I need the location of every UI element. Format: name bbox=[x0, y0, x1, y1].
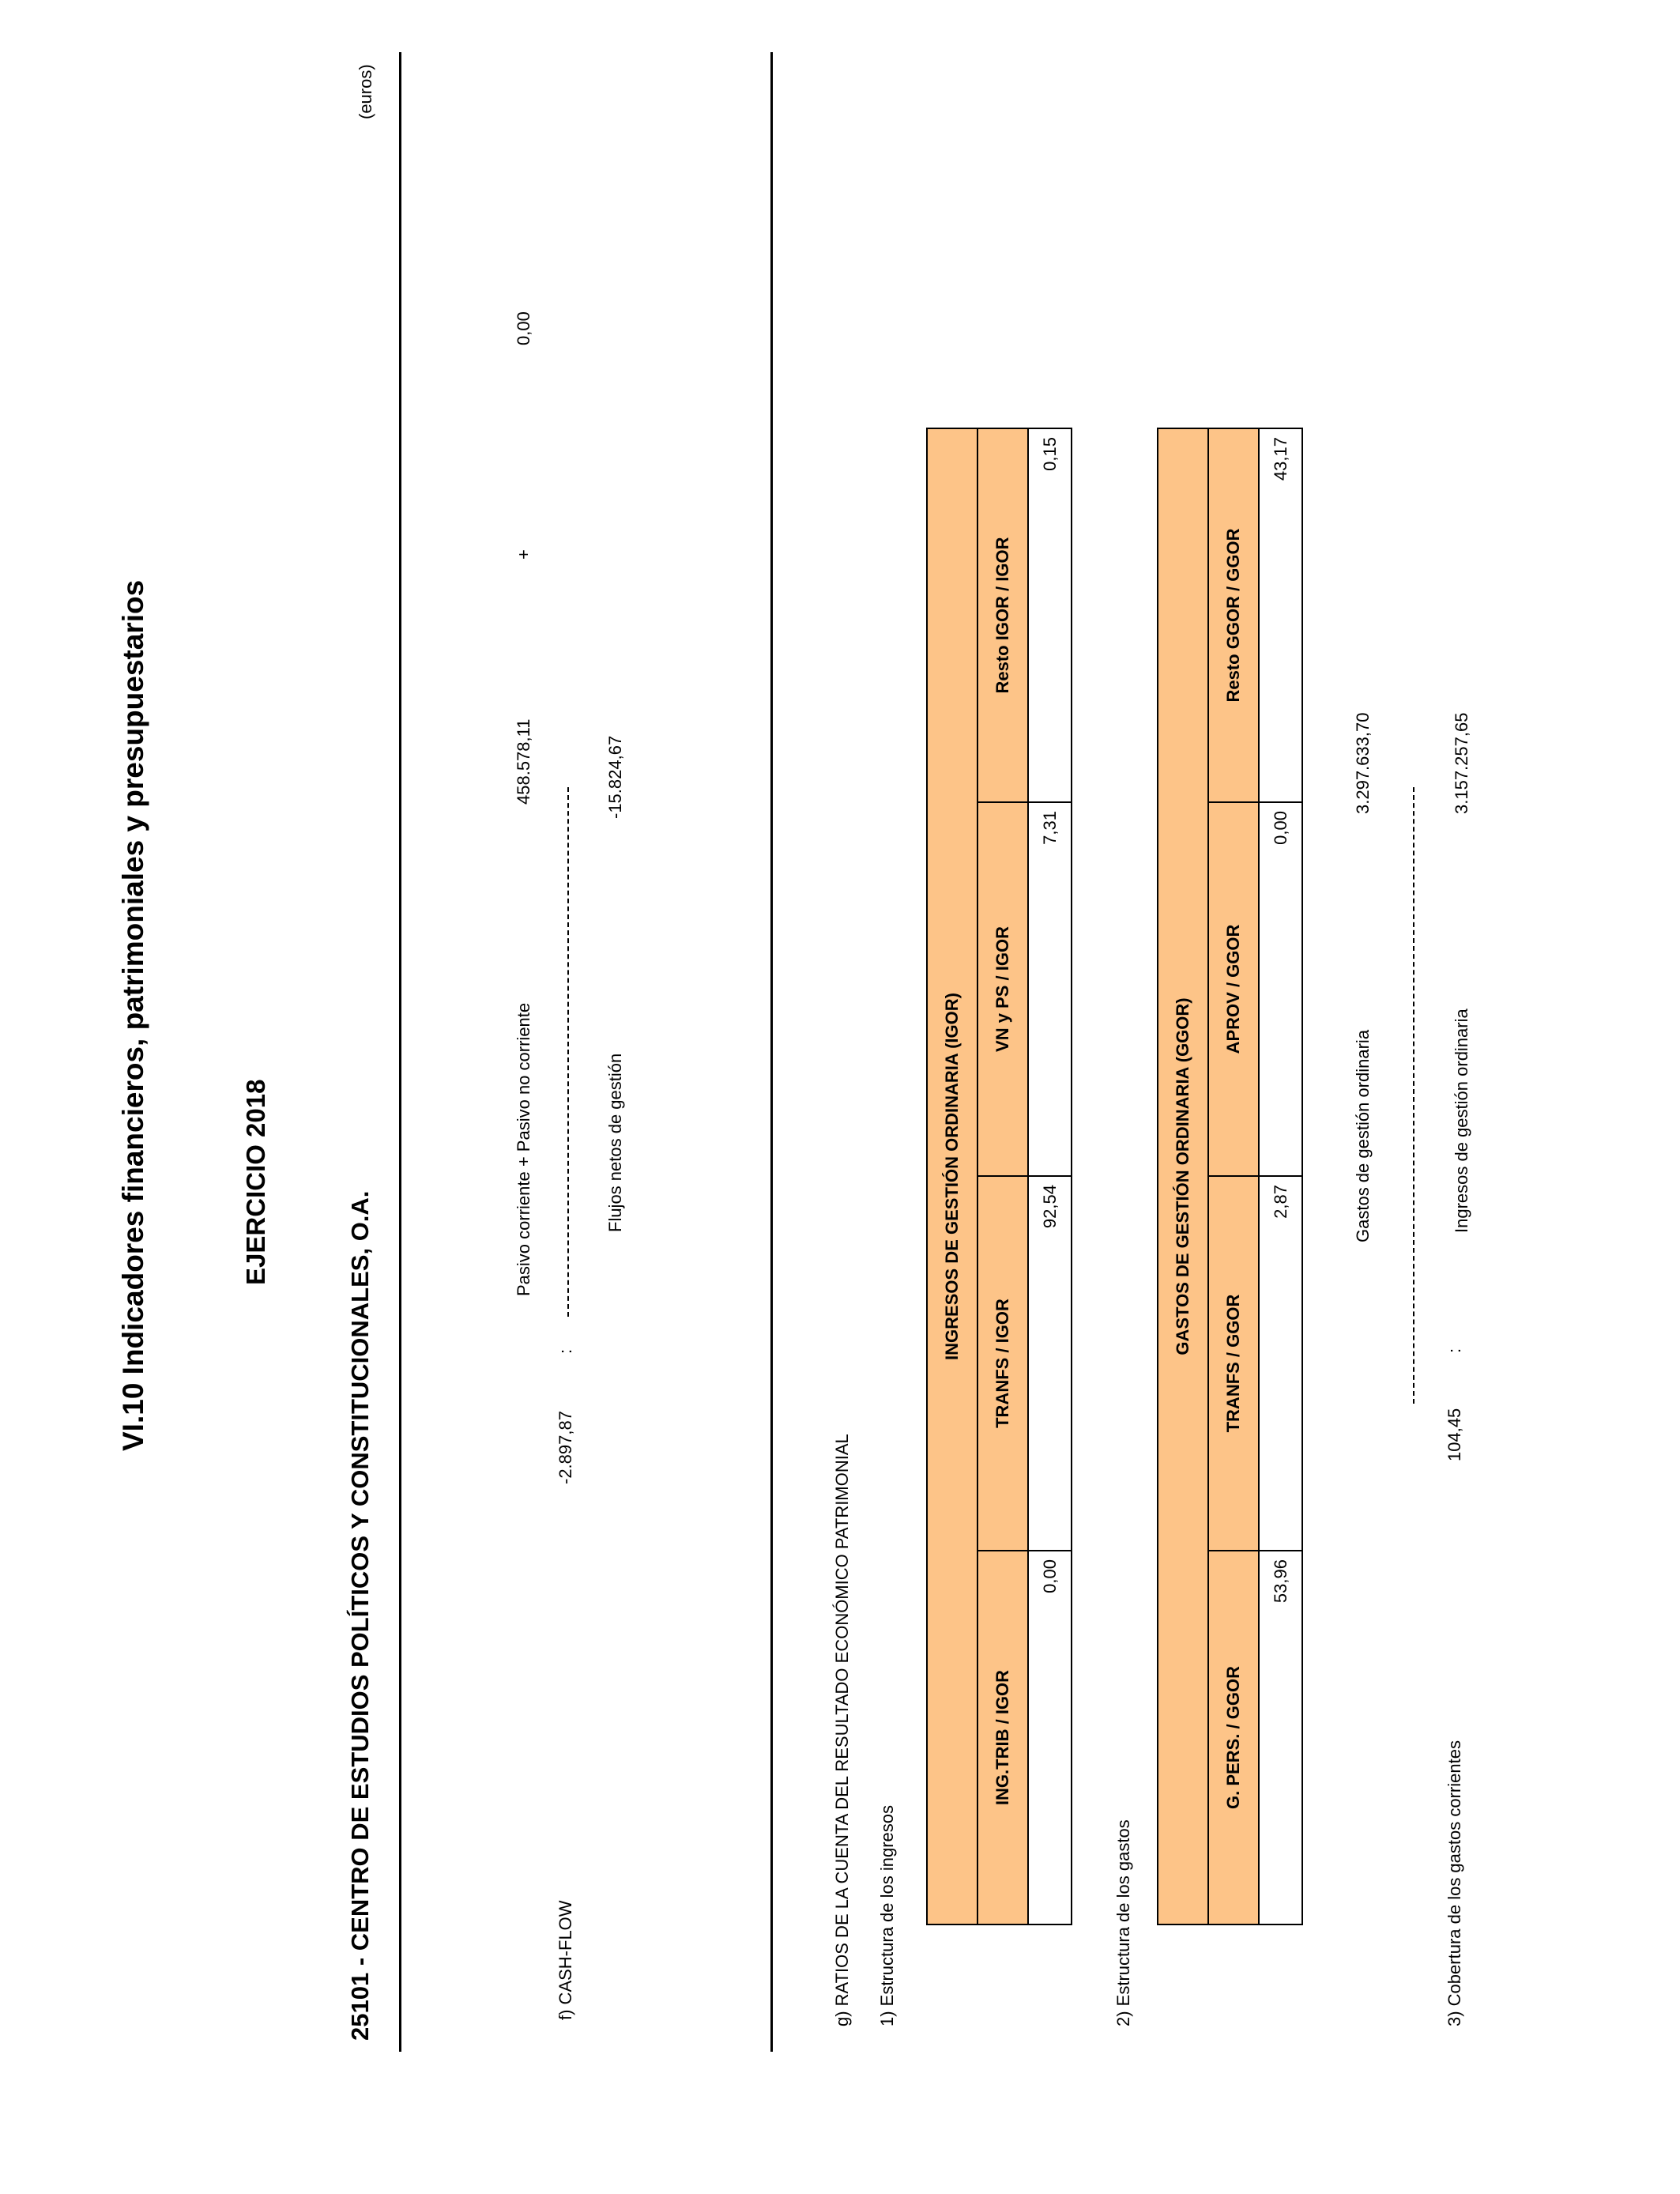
exercise-heading: EJERCICIO 2018 bbox=[241, 1079, 270, 1285]
expense-value-resto: 43,17 bbox=[1259, 428, 1302, 802]
cashflow-colon: : bbox=[556, 1348, 575, 1354]
ratios-section-label: g) RATIOS DE LA CUENTA DEL RESULTADO ECONÓMICO PATRIMONIAL bbox=[832, 1434, 852, 2026]
coverage-numerator-value: 3.297.633,70 bbox=[1353, 712, 1373, 814]
coverage-value: 104,45 bbox=[1445, 1408, 1464, 1461]
cashflow-fraction-line bbox=[567, 787, 569, 1317]
income-structure-label: 1) Estructura de los ingresos bbox=[877, 1804, 897, 2026]
income-col-ing-trib: ING.TRIB / IGOR bbox=[977, 1551, 1028, 1924]
cashflow-label: f) CASH-FLOW bbox=[556, 1900, 575, 2020]
income-col-vn-ps: VN y PS / IGOR bbox=[977, 802, 1028, 1176]
coverage-denominator-label: Ingresos de gestión ordinaria bbox=[1452, 1008, 1471, 1233]
income-value-resto: 0,15 bbox=[1028, 428, 1072, 802]
expense-structure-label: 2) Estructura de los gastos bbox=[1113, 1819, 1133, 2026]
income-group-header: INGRESOS DE GESTIÓN ORDINARIA (IGOR) bbox=[927, 428, 977, 1924]
cashflow-denominator-label: Flujos netos de gestión bbox=[605, 1053, 625, 1232]
cashflow-extra-value: 0,00 bbox=[514, 311, 533, 345]
expense-value-g-pers: 53,96 bbox=[1259, 1551, 1302, 1924]
expense-col-g-pers: G. PERS. / GGOR bbox=[1208, 1551, 1259, 1924]
entity-heading: 25101 - CENTRO DE ESTUDIOS POLÍTICOS Y CONSTITUCIONALES, O.A. bbox=[346, 1190, 374, 2041]
income-value-vn-ps: 7,31 bbox=[1028, 802, 1072, 1176]
expense-group-header: GASTOS DE GESTIÓN ORDINARIA (GGOR) bbox=[1158, 428, 1208, 1924]
coverage-denominator-value: 3.157.257,65 bbox=[1452, 712, 1471, 814]
income-value-tranfs: 92,54 bbox=[1028, 1176, 1072, 1551]
income-col-tranfs: TRANFS / IGOR bbox=[977, 1176, 1028, 1551]
currency-note: (euros) bbox=[356, 64, 375, 119]
income-col-resto: Resto IGOR / IGOR bbox=[977, 428, 1028, 802]
expense-col-aprov: APROV / GGOR bbox=[1208, 802, 1259, 1176]
cashflow-denominator-value: -15.824,67 bbox=[605, 735, 625, 819]
expense-col-tranfs: TRANFS / GGOR bbox=[1208, 1176, 1259, 1551]
income-ratios-table bbox=[926, 428, 1072, 1925]
cashflow-numerator-value: 458.578,11 bbox=[514, 718, 533, 805]
middle-divider bbox=[770, 52, 773, 2052]
coverage-label: 3) Cobertura de los gastos corrientes bbox=[1445, 1740, 1464, 2026]
expense-value-tranfs: 2,87 bbox=[1259, 1176, 1302, 1551]
expense-col-resto: Resto GGOR / GGOR bbox=[1208, 428, 1259, 802]
income-value-ing-trib: 0,00 bbox=[1028, 1551, 1072, 1924]
top-divider bbox=[399, 52, 401, 2052]
coverage-numerator-label: Gastos de gestión ordinaria bbox=[1353, 1029, 1373, 1242]
coverage-colon: : bbox=[1445, 1348, 1464, 1353]
cashflow-numerator-label: Pasivo corriente + Pasivo no corriente bbox=[514, 1002, 533, 1296]
page-title: VI.10 Indicadores financieros, patrimoniales y presupuestarios bbox=[117, 579, 149, 1451]
cashflow-value: -2.897,87 bbox=[556, 1411, 575, 1484]
coverage-fraction-line bbox=[1413, 787, 1414, 1404]
expense-value-aprov: 0,00 bbox=[1259, 802, 1302, 1176]
cashflow-plus: + bbox=[514, 549, 533, 560]
expense-ratios-table bbox=[1157, 428, 1303, 1925]
